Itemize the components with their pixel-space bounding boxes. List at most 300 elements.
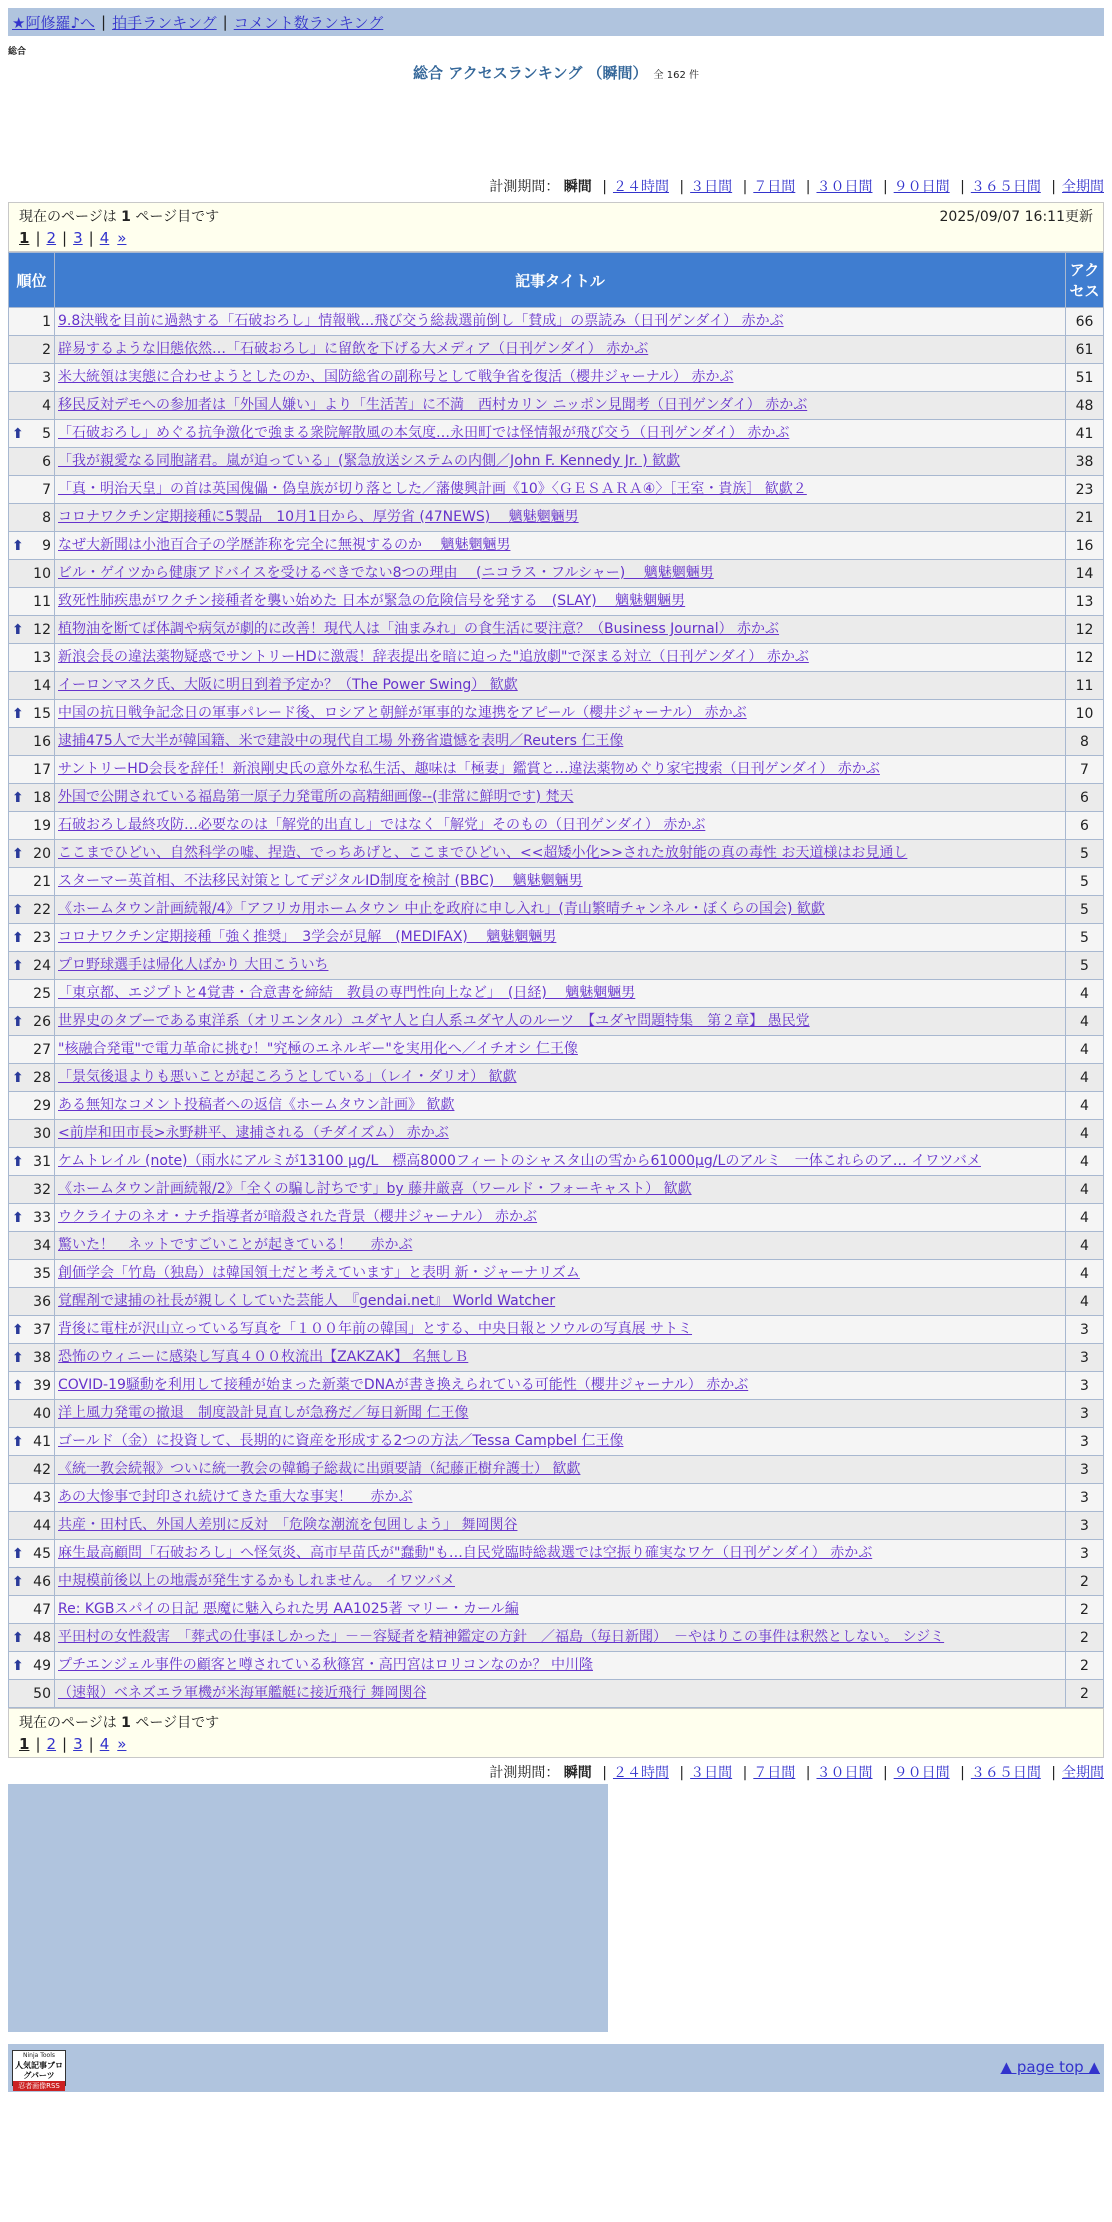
article-title-link[interactable]: 驚いた！ ネットですごいことが起きている！ 赤かぶ: [58, 1237, 413, 1253]
access-count: 3: [1066, 1316, 1104, 1344]
rank-cell: [9, 420, 55, 448]
rank-number: 30: [33, 1125, 51, 1142]
article-title-link[interactable]: 辟易するような旧態依然…「石破おろし」に留飲を下げる大メディア（日刊ゲンダイ） 赤かぶ: [58, 341, 649, 357]
article-title-link[interactable]: コロナワクチン定期接種「強く推奨」 3学会が見解 (MEDIFAX) 魑魅魍魎男: [58, 929, 557, 945]
article-title-link[interactable]: <前岸和田市長>永野耕平、逮捕される（チダイズム） 赤かぶ: [58, 1125, 449, 1141]
article-title-link[interactable]: スターマー英首相、不法移民対策としてデジタルID制度を検討 (BBC) 魑魅魍魎男: [58, 873, 583, 889]
table-row: [9, 1344, 1104, 1372]
access-count: 4: [1066, 1092, 1104, 1120]
table-row: [9, 1008, 1104, 1036]
table-row: [9, 728, 1104, 756]
table-row: [9, 1428, 1104, 1456]
table-row: [9, 364, 1104, 392]
access-count: 13: [1066, 588, 1104, 616]
rank-cell: [9, 1512, 55, 1540]
article-title-link[interactable]: ある無知なコメント投稿者への返信《ホームタウン計画》 歓歔: [58, 1097, 455, 1113]
rank-number: 19: [33, 817, 51, 834]
rank-cell: [9, 560, 55, 588]
table-row: [9, 1624, 1104, 1652]
article-title-link[interactable]: 外国で公開されている福島第一原子力発電所の高精細画像--(非常に鮮明です) 梵天: [58, 789, 574, 805]
rank-number: 18: [33, 789, 51, 806]
rank-cell: [9, 728, 55, 756]
article-title-link[interactable]: 9.8決戦を目前に過熱する「石破おろし」情報戦…飛び交う総裁選前倒し「賛成」の票読み（日刊ゲンダイ） 赤かぶ: [58, 313, 784, 329]
access-count: 4: [1066, 1036, 1104, 1064]
up-arrow-icon: ⬆: [12, 1349, 24, 1366]
up-arrow-icon: ⬆: [12, 425, 24, 442]
article-title-link[interactable]: 米大統領は実態に合わせようとしたのか、国防総省の副称号として戦争省を復活（櫻井ジャーナル） 赤かぶ: [58, 369, 734, 385]
article-title-link[interactable]: 新浪会長の違法薬物疑惑でサントリーHDに激震！辞表提出を暗に迫った"追放劇"で深まる対立（日刊ゲンダイ） 赤かぶ: [58, 649, 809, 665]
article-title-link[interactable]: あの大惨事で封印され続けてきた重大な事実！ 赤かぶ: [58, 1489, 413, 1505]
page-link-2[interactable]: 2: [46, 229, 57, 247]
title-cell: [55, 1204, 1066, 1232]
title-cell: [55, 1120, 1066, 1148]
title-cell: [55, 980, 1066, 1008]
title-cell: [55, 1456, 1066, 1484]
ninja-tools-logo[interactable]: Ninja Tools 人気記事ブログパーツ 忍者画像RSS: [12, 2050, 66, 2086]
page-link-2[interactable]: 2: [46, 1735, 57, 1753]
article-title-link[interactable]: なぜ大新聞は小池百合子の学歴詐称を完全に無視するのか 魑魅魍魎男: [58, 537, 511, 553]
access-count: 3: [1066, 1456, 1104, 1484]
article-title-link[interactable]: 「石破おろし」めぐる抗争激化で強まる衆院解散風の本気度…永田町では怪情報が飛び交う（日刊ゲンダイ） 赤かぶ: [58, 425, 790, 441]
rank-number: 33: [33, 1209, 51, 1226]
rank-number: 50: [33, 1685, 51, 1702]
title-cell: [55, 1652, 1066, 1680]
access-header: アクセス: [1066, 253, 1104, 308]
table-row: [9, 980, 1104, 1008]
table-row: [9, 1260, 1104, 1288]
rank-number: 21: [33, 873, 51, 890]
rank-cell: [9, 1008, 55, 1036]
table-row: [9, 1568, 1104, 1596]
rank-number: 23: [33, 929, 51, 946]
rank-number: 24: [33, 957, 51, 974]
title-cell: [55, 448, 1066, 476]
access-count: 3: [1066, 1540, 1104, 1568]
table-row: [9, 1456, 1104, 1484]
rank-number: 42: [33, 1461, 51, 1478]
access-count: 2: [1066, 1568, 1104, 1596]
access-count: 3: [1066, 1344, 1104, 1372]
title-cell: [55, 1596, 1066, 1624]
period-link-3d[interactable]: ３日間: [690, 1765, 733, 1781]
article-title-link[interactable]: 移民反対デモへの参加者は「外国人嫌い」より「生活苦」に不満 西村カリン ニッポン見聞考（日刊ゲンダイ） 赤かぶ: [58, 397, 808, 413]
pagination: 1 | 2 | 3 | 4 »: [19, 1735, 127, 1753]
rank-number: 32: [33, 1181, 51, 1198]
rank-number: 28: [33, 1069, 51, 1086]
rank-cell: [9, 840, 55, 868]
article-title-link[interactable]: 石破おろし最終攻防…必要なのは「解党的出直し」ではなく「解党」そのもの（日刊ゲンダイ） 赤かぶ: [58, 817, 706, 833]
article-title-link[interactable]: （速報）ベネズエラ軍機が米海軍艦艇に接近飛行 舞岡関谷: [58, 1685, 427, 1701]
period-link-24h[interactable]: ２４時間: [612, 179, 669, 195]
article-title-link[interactable]: COVID-19騒動を利用して接種が始まった新薬でDNAが書き換えられている可能性（櫻井ジャーナル） 赤かぶ: [58, 1377, 749, 1393]
title-cell: [55, 1680, 1066, 1708]
rank-cell: [9, 616, 55, 644]
access-count: 7: [1066, 756, 1104, 784]
rank-number: 34: [33, 1237, 51, 1254]
access-count: 6: [1066, 784, 1104, 812]
article-title-link[interactable]: 「東京都、エジプトと4覚書・合意書を締結 教員の専門性向上など」 (日経) 魑魅魍魎男: [58, 985, 636, 1001]
nav-separator: |: [101, 13, 107, 31]
access-count: 5: [1066, 840, 1104, 868]
table-row: [9, 812, 1104, 840]
table-row: [9, 1512, 1104, 1540]
article-title-link[interactable]: 《ホームタウン計画続報/4》「アフリカ用ホームタウン 中止を政府に申し入れ」(青山繁晴チャンネル・ぼくらの国会) 歓歔: [58, 901, 825, 917]
title-cell: [55, 1568, 1066, 1596]
rank-cell: [9, 476, 55, 504]
rank-number: 48: [33, 1629, 51, 1646]
rank-number: 12: [33, 621, 51, 638]
rank-cell: [9, 868, 55, 896]
rank-cell: [9, 952, 55, 980]
title-cell: [55, 728, 1066, 756]
table-row: [9, 1148, 1104, 1176]
table-row: [9, 392, 1104, 420]
access-count: 4: [1066, 1008, 1104, 1036]
rank-number: 45: [33, 1545, 51, 1562]
article-title-link[interactable]: ここまでひどい、自然科学の嘘、捏造、でっちあげと、ここまでひどい、<<超矮小化>>された放射能の真の毒性 お天道様はお見通し: [58, 845, 908, 861]
rank-number: 29: [33, 1097, 51, 1114]
access-count: 2: [1066, 1680, 1104, 1708]
table-row: [9, 1540, 1104, 1568]
rank-number: 27: [33, 1041, 51, 1058]
rank-number: 49: [33, 1657, 51, 1674]
access-count: 4: [1066, 1148, 1104, 1176]
title-cell: [55, 476, 1066, 504]
title-cell: [55, 1484, 1066, 1512]
article-title-link[interactable]: "核融合発電"で電力革命に挑む！"究極のエネルギー"を実用化へ／イチオシ 仁王像: [58, 1041, 578, 1057]
rank-cell: [9, 1456, 55, 1484]
article-title-link[interactable]: イーロンマスク氏、大阪に明日到着予定か？（The Power Swing） 歓歔: [58, 677, 518, 693]
title-cell: [55, 1400, 1066, 1428]
rank-cell: [9, 504, 55, 532]
article-title-link[interactable]: 平田村の女性殺害 「葬式の仕事ほしかった」－－容疑者を精神鑑定の方針 ／福島（毎日新聞） －やはりこの事件は釈然としない。 シジミ: [58, 1629, 945, 1645]
rank-cell: [9, 392, 55, 420]
access-count: 3: [1066, 1428, 1104, 1456]
rank-cell: [9, 1260, 55, 1288]
access-count: 14: [1066, 560, 1104, 588]
page-link-3[interactable]: 3: [73, 1735, 83, 1753]
article-title-link[interactable]: Re: KGBスパイの日記 悪魔に魅入られた男 AA1025著 マリー・カール編: [58, 1601, 519, 1617]
period-label: 計測期間：: [489, 1765, 560, 1781]
table-row: [9, 560, 1104, 588]
access-count: 23: [1066, 476, 1104, 504]
up-arrow-icon: ⬆: [12, 1433, 24, 1450]
article-title-link[interactable]: プロ野球選手は帰化人ばかり 大田こういち: [58, 957, 329, 973]
title-cell: [55, 1092, 1066, 1120]
table-row: [9, 1232, 1104, 1260]
up-arrow-icon: ⬆: [12, 537, 24, 554]
article-title-link[interactable]: 共産・田村氏、外国人差別に反対 「危険な潮流を包囲しよう」 舞岡関谷: [58, 1517, 518, 1533]
access-count: 66: [1066, 308, 1104, 336]
nav-link-comment-ranking[interactable]: コメント数ランキング: [233, 13, 384, 32]
period-link-24h[interactable]: ２４時間: [612, 1765, 669, 1781]
title-cell: [55, 1176, 1066, 1204]
table-row: [9, 616, 1104, 644]
title-cell: [55, 756, 1066, 784]
table-row: [9, 1288, 1104, 1316]
up-arrow-icon: ⬆: [12, 1069, 24, 1086]
article-title-link[interactable]: プチエンジェル事件の顧客と噂されている秋篠宮・高円宮はロリコンなのか？ 中川隆: [58, 1657, 593, 1673]
table-row: [9, 756, 1104, 784]
rank-cell: [9, 1428, 55, 1456]
period-current: 瞬間: [563, 1765, 592, 1781]
access-count: 3: [1066, 1372, 1104, 1400]
rank-number: 26: [33, 1013, 51, 1030]
rank-cell: [9, 672, 55, 700]
pagination-box-bottom: [8, 1708, 1104, 1758]
rank-cell: [9, 1120, 55, 1148]
footer-bar: [8, 2044, 1104, 2092]
access-count: 16: [1066, 532, 1104, 560]
title-cell: [55, 1008, 1066, 1036]
rank-cell: [9, 1176, 55, 1204]
period-link-7d[interactable]: ７日間: [753, 179, 796, 195]
pagination-box-top: [8, 202, 1104, 252]
table-row: [9, 532, 1104, 560]
table-row: [9, 924, 1104, 952]
article-title-link[interactable]: 中国の抗日戦争記念日の軍事パレード後、ロシアと朝鮮が軍事的な連携をアピール（櫻井ジャーナル） 赤かぶ: [58, 705, 747, 721]
article-title-link[interactable]: ケムトレイル (note)（雨水にアルミが13100 μg/L 標高8000フィートのシャスタ山の雪から61000μg/Lのアルミ 一体これらのア… イワツバメ: [58, 1153, 981, 1169]
rank-number: 8: [42, 509, 51, 526]
rank-cell: [9, 644, 55, 672]
rank-cell: [9, 1092, 55, 1120]
rank-number: 1: [42, 313, 51, 330]
article-title-link[interactable]: 《ホームタウン計画続報/2》「全くの騙し討ちです」by 藤井厳喜（ワールド・フォーキャスト） 歓歔: [58, 1181, 692, 1197]
up-arrow-icon: ⬆: [12, 901, 24, 918]
article-title-link[interactable]: ウクライナのネオ・ナチ指導者が暗殺された背景（櫻井ジャーナル） 赤かぶ: [58, 1209, 538, 1225]
rank-cell: [9, 896, 55, 924]
access-count: 4: [1066, 980, 1104, 1008]
period-link-30d[interactable]: ３０日間: [816, 179, 873, 195]
article-title-link[interactable]: 麻生最高顧問「石破おろし」へ怪気炎、高市早苗氏が"蠢動"も…自民党臨時総裁選では空振り確実なワケ（日刊ゲンダイ） 赤かぶ: [58, 1545, 873, 1561]
table-row: [9, 644, 1104, 672]
up-arrow-icon: ⬆: [12, 1545, 24, 1562]
article-title-link[interactable]: 致死性肺疾患がワクチン接種者を襲い始めた 日本が緊急の危険信号を発する (SLAY) 魑魅魍魎男: [58, 593, 686, 609]
table-row: [9, 448, 1104, 476]
access-count: 21: [1066, 504, 1104, 532]
table-row: [9, 420, 1104, 448]
table-row: [9, 308, 1104, 336]
up-arrow-icon: ⬆: [12, 1377, 24, 1394]
period-link-all[interactable]: 全期間: [1062, 1765, 1104, 1781]
up-arrow-icon: ⬆: [12, 1629, 24, 1646]
table-row: [9, 1596, 1104, 1624]
page-title: [0, 62, 1112, 83]
title-cell: [55, 840, 1066, 868]
rank-number: 43: [33, 1489, 51, 1506]
rank-number: 37: [33, 1321, 51, 1338]
period-link-7d[interactable]: ７日間: [753, 1765, 796, 1781]
up-arrow-icon: ⬆: [12, 789, 24, 806]
article-title-link[interactable]: 洋上風力発電の撤退 制度設計見直しが急務だ／毎日新聞 仁王像: [58, 1405, 469, 1421]
article-title-link[interactable]: 世界史のタブーである東洋系（オリエンタル）ユダヤ人と白人系ユダヤ人のルーツ 【ユダヤ問題特集 第２章】 愚民党: [58, 1013, 810, 1029]
rank-number: 9: [42, 537, 51, 554]
article-title-link[interactable]: 「景気後退よりも悪いことが起ころうとしている」（レイ・ダリオ） 歓歔: [58, 1069, 517, 1085]
rank-number: 31: [33, 1153, 51, 1170]
table-row: [9, 1064, 1104, 1092]
up-arrow-icon: ⬆: [12, 1209, 24, 1226]
table-row: [9, 784, 1104, 812]
period-current: 瞬間: [563, 179, 592, 195]
access-count: 3: [1066, 1400, 1104, 1428]
access-count: 51: [1066, 364, 1104, 392]
rank-cell: [9, 308, 55, 336]
title-cell: [55, 784, 1066, 812]
access-count: 11: [1066, 672, 1104, 700]
rank-cell: [9, 1652, 55, 1680]
title-cell: [55, 532, 1066, 560]
article-title-link[interactable]: 「我が親愛なる同胞諸君。嵐が迫っている」(緊急放送システムの内側／John F. Kennedy Jr. ) 歓歔: [58, 453, 681, 469]
rank-cell: [9, 364, 55, 392]
rank-number: 16: [33, 733, 51, 750]
article-title-link[interactable]: サントリーHD会長を辞任！新浪剛史氏の意外な私生活、趣味は「極妻」鑑賞と…違法薬物めぐり家宅捜索（日刊ゲンダイ） 赤かぶ: [58, 761, 880, 777]
access-count: 8: [1066, 728, 1104, 756]
title-cell: [55, 812, 1066, 840]
rank-number: 6: [42, 453, 51, 470]
rank-number: 13: [33, 649, 51, 666]
table-row: [9, 1680, 1104, 1708]
rank-number: 41: [33, 1433, 51, 1450]
title-cell: [55, 1260, 1066, 1288]
table-row: [9, 952, 1104, 980]
table-row: [9, 588, 1104, 616]
rank-cell: [9, 1148, 55, 1176]
rank-cell: [9, 1680, 55, 1708]
rank-cell: [9, 980, 55, 1008]
title-cell: [55, 1344, 1066, 1372]
table-row: [9, 1400, 1104, 1428]
period-link-90d[interactable]: ９０日間: [893, 179, 950, 195]
access-count: 10: [1066, 700, 1104, 728]
page-link-3[interactable]: 3: [73, 229, 83, 247]
period-link-365d[interactable]: ３６５日間: [970, 179, 1041, 195]
pagination: 1 | 2 | 3 | 4 »: [19, 229, 127, 247]
rank-number: 17: [33, 761, 51, 778]
article-title-link[interactable]: 背後に電柱が沢山立っている写真を「１００年前の韓国」とする、中央日報とソウルの写真展 サトミ: [58, 1321, 693, 1337]
article-title-link[interactable]: 「真・明治天皇」の首は英国傀儡・偽皇族が切り落とした／藩僂興計画《10》〈ＧＥＳＡＲＡ④〉［王室・貴族］ 歓歔２: [58, 481, 807, 497]
side-panel: [8, 1784, 608, 2032]
title-cell: [55, 1232, 1066, 1260]
title-cell: [55, 868, 1066, 896]
rank-number: 47: [33, 1601, 51, 1618]
access-count: 4: [1066, 1260, 1104, 1288]
title-cell: [55, 644, 1066, 672]
page-top-link[interactable]: ▲ page top ▲: [1000, 2058, 1100, 2076]
ranking-body: [9, 308, 1104, 1708]
period-link-365d[interactable]: ３６５日間: [970, 1765, 1041, 1781]
rank-cell: [9, 812, 55, 840]
up-arrow-icon: ⬆: [12, 1013, 24, 1030]
title-cell: [55, 392, 1066, 420]
rank-cell: [9, 784, 55, 812]
total-count: 全 162 件: [653, 70, 699, 81]
title-cell: [55, 336, 1066, 364]
next-page-link[interactable]: »: [117, 229, 127, 247]
rank-cell: [9, 1288, 55, 1316]
page-1-current: 1: [19, 1735, 30, 1753]
access-count: 61: [1066, 336, 1104, 364]
table-row: [9, 1484, 1104, 1512]
table-row: [9, 1204, 1104, 1232]
article-title-link[interactable]: 中規模前後以上の地震が発生するかもしれません。 イワツバメ: [58, 1573, 456, 1589]
rank-cell: [9, 1232, 55, 1260]
table-row: [9, 1120, 1104, 1148]
period-link-30d[interactable]: ３０日間: [816, 1765, 873, 1781]
table-row: [9, 1652, 1104, 1680]
rank-number: 39: [33, 1377, 51, 1394]
period-link-3d[interactable]: ３日間: [690, 179, 733, 195]
access-count: 48: [1066, 392, 1104, 420]
up-arrow-icon: ⬆: [12, 1657, 24, 1674]
rank-cell: [9, 1624, 55, 1652]
rank-number: 15: [33, 705, 51, 722]
period-link-all[interactable]: 全期間: [1062, 179, 1104, 195]
top-nav-bar: [8, 8, 1104, 36]
current-page-text: 現在のページは 1 ページ目です: [19, 209, 220, 225]
article-title-link[interactable]: 逮捕475人で大半が韓国籍、米で建設中の現代自工場 外務省遺憾を表明／Reuters 仁王像: [58, 733, 624, 749]
rank-number: 14: [33, 677, 51, 694]
rank-cell: [9, 1540, 55, 1568]
article-title-link[interactable]: 植物油を断てば体調や病気が劇的に改善！現代人は「油まみれ」の食生活に要注意？（Business Journal） 赤かぶ: [58, 621, 780, 637]
title-cell: [55, 504, 1066, 532]
table-row: [9, 1036, 1104, 1064]
title-cell: [55, 588, 1066, 616]
article-title-link[interactable]: 創価学会「竹島（独島）は韓国領土だと考えています」と表明 新・ジャーナリズム: [58, 1265, 580, 1281]
next-page-link[interactable]: »: [117, 1735, 127, 1753]
up-arrow-icon: ⬆: [12, 1573, 24, 1590]
title-cell: [55, 924, 1066, 952]
table-row: [9, 896, 1104, 924]
rank-cell: [9, 336, 55, 364]
access-count: 4: [1066, 1204, 1104, 1232]
rank-number: 38: [33, 1349, 51, 1366]
rank-cell: [9, 1316, 55, 1344]
page-link-4[interactable]: 4: [99, 229, 110, 247]
rank-cell: [9, 1204, 55, 1232]
access-count: 41: [1066, 420, 1104, 448]
title-cell: [55, 560, 1066, 588]
title-cell: [55, 364, 1066, 392]
period-link-90d[interactable]: ９０日間: [893, 1765, 950, 1781]
access-count: 4: [1066, 1064, 1104, 1092]
article-title-link[interactable]: 恐怖のウィニーに感染し写真４００枚流出【ZAKZAK】 名無しＢ: [58, 1349, 469, 1365]
title-cell: [55, 672, 1066, 700]
up-arrow-icon: ⬆: [12, 1153, 24, 1170]
title-header: 記事タイトル: [55, 253, 1066, 308]
title-cell: [55, 896, 1066, 924]
title-cell: [55, 1624, 1066, 1652]
title-cell: [55, 308, 1066, 336]
article-title-link[interactable]: ゴールド（金）に投資して、長期的に資産を形成する2つの方法／Tessa Campbel 仁王像: [58, 1433, 624, 1449]
rank-cell: [9, 1036, 55, 1064]
current-page-text: 現在のページは 1 ページ目です: [19, 1715, 220, 1731]
rank-number: 40: [33, 1405, 51, 1422]
nav-link-asyura[interactable]: ★阿修羅♪へ: [12, 13, 96, 32]
article-title-link[interactable]: コロナワクチン定期接種に5製品 10月1日から、厚労省 (47NEWS) 魑魅魍魎男: [58, 509, 579, 525]
page-link-4[interactable]: 4: [99, 1735, 110, 1753]
article-title-link[interactable]: ビル・ゲイツから健康アドバイスを受けるべきでない8つの理由 (ニコラス・フルシャー) 魑魅魍魎男: [58, 565, 714, 581]
title-cell: [55, 1372, 1066, 1400]
title-cell: [55, 1148, 1066, 1176]
access-count: 12: [1066, 616, 1104, 644]
article-title-link[interactable]: 《統一教会続報》ついに統一教会の韓鶴子総裁に出頭要請（紀藤正樹弁護士） 歓歔: [58, 1461, 581, 1477]
rank-number: 35: [33, 1265, 51, 1282]
nav-link-applause-ranking[interactable]: 拍手ランキング: [112, 13, 217, 32]
rank-cell: [9, 1568, 55, 1596]
article-title-link[interactable]: 覚醒剤で逮捕の社長が親しくしていた芸能人 『gendai.net』 World Watcher: [58, 1293, 556, 1309]
access-count: 3: [1066, 1484, 1104, 1512]
title-cell: [55, 1316, 1066, 1344]
